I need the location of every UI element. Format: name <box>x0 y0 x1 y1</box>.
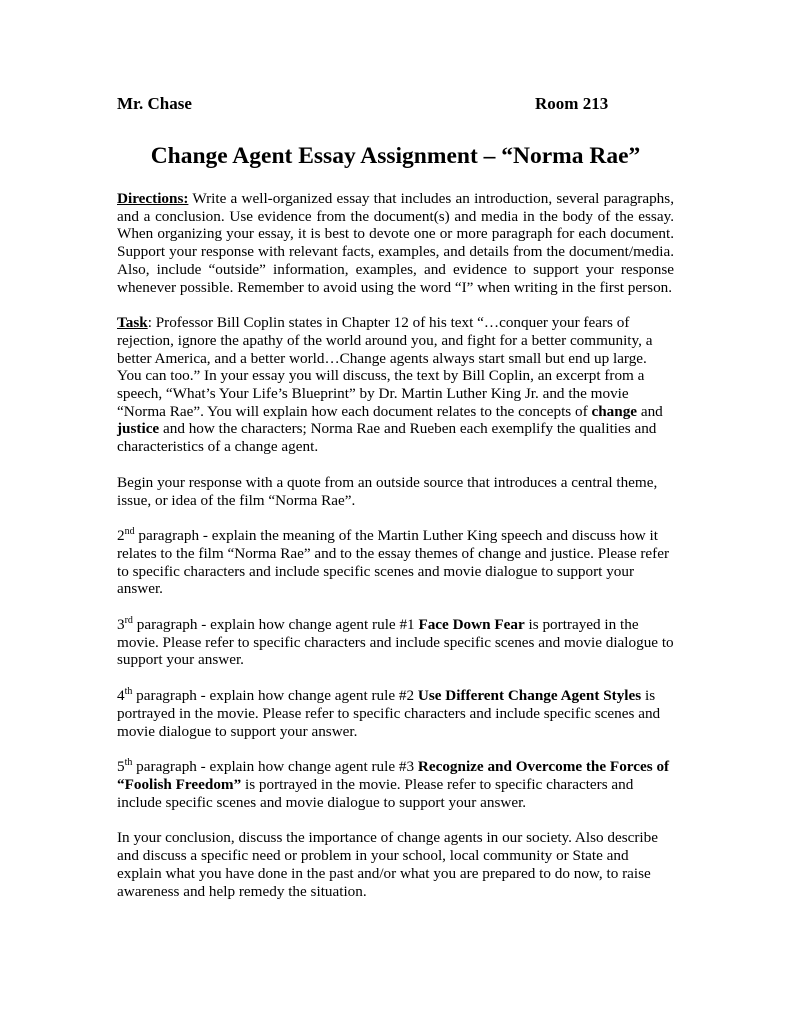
task-bold-change: change <box>591 402 638 420</box>
p5-text-1: paragraph - explain how change agent rule #3 <box>132 758 418 776</box>
task-text-1: : Professor Bill Coplin states in Chapter 12 of his text “…conquer your fears of rejection, ignore the apathy of the world around you, and fight for a better community, a better America, and a better world…Change agents always start small but end up large. You can too.” In your essay you will discuss, the text by Bill Coplin, an excerpt from a speech, “What’s Your Life’s Blueprint” by Dr. Martin Luther King Jr. and the movie “Norma Rae”. You will explain how each document relates to the concepts of <box>117 314 653 420</box>
p5-ordinal: th <box>124 757 133 769</box>
paragraph-2-instructions <box>117 527 674 598</box>
p4-text-2: is portrayed in the movie. Please refer to specific characters and include specific scenes and movie dialogue to support your answer. <box>117 687 661 740</box>
paragraph-3-instructions <box>117 616 674 669</box>
p3-text-1: paragraph - explain how change agent rule #1 <box>132 616 419 634</box>
p4-number: 4 <box>117 687 125 705</box>
p3-text-2: is portrayed in the movie. Please refer to specific characters and include specific scenes and movie dialogue to support your answer. <box>117 616 674 669</box>
p3-number: 3 <box>117 616 125 634</box>
conclusion-paragraph: In your conclusion, discuss the importance of change agents in our society. Also describe and discuss a specific need or problem in your school, local community or State and explain what you have done in the past and/or what you are prepared to do now, to raise awareness and help remedy the situation. <box>117 829 658 900</box>
p2-text: paragraph - explain the meaning of the Martin Luther King speech and discuss how it relates to the film “Norma Rae” and to the essay themes of change and justice. Please refer to specific characters and include specific scenes and movie dialogue to support your answer. <box>117 527 670 598</box>
paragraph-5-instructions <box>117 758 674 811</box>
directions-text: Write a well-organized essay that includes an introduction, several paragraphs, and a conclusion. Use evidence from the document(s) and media in the body of the essay. When organizing your essay, it is best to devote one or more paragraph for each document. Support your response with relevant facts, examples, and details from the document/media. Also, include “outside” information, examples, and evidence to support your response whenever possible. Remember to avoid using the word “I” when writing in the first person. <box>117 190 674 296</box>
p5-number: 5 <box>117 758 125 776</box>
p5-rule: Recognize and Overcome the Forces of “Foolish Freedom” <box>117 758 670 793</box>
p4-ordinal: th <box>124 686 133 698</box>
header <box>117 92 674 116</box>
task-label: Task <box>117 314 148 332</box>
task-paragraph <box>117 314 674 456</box>
task-text-3: and how the characters; Norma Rae and Rueben each exemplify the qualities and characteristics of a change agent. <box>117 420 657 456</box>
directions-paragraph <box>117 190 674 296</box>
task-bold-justice: justice <box>117 420 160 438</box>
p2-ordinal: nd <box>124 526 135 538</box>
p4-rule: Use Different Change Agent Styles <box>417 687 642 705</box>
task-text-2: and <box>637 402 663 420</box>
paragraph-4-instructions <box>117 687 674 740</box>
p4-text-1: paragraph - explain how change agent rule #2 <box>132 687 418 705</box>
p5-text-2: is portrayed in the movie. Please refer to specific characters and include specific scenes and movie dialogue to support your answer. <box>117 775 634 811</box>
p3-rule: Face Down Fear <box>418 616 525 634</box>
p2-number: 2 <box>117 527 125 545</box>
room-number: Room 213 <box>535 94 609 113</box>
document-page <box>117 92 674 900</box>
teacher-name: Mr. Chase <box>117 94 192 113</box>
begin-paragraph: Begin your response with a quote from an outside source that introduces a central theme, issue, or idea of the film “Norma Rae”. <box>117 473 658 509</box>
directions-label: Directions: <box>117 190 189 207</box>
page-title: Change Agent Essay Assignment – “Norma Rae” <box>150 143 641 169</box>
p3-ordinal: rd <box>124 615 133 626</box>
